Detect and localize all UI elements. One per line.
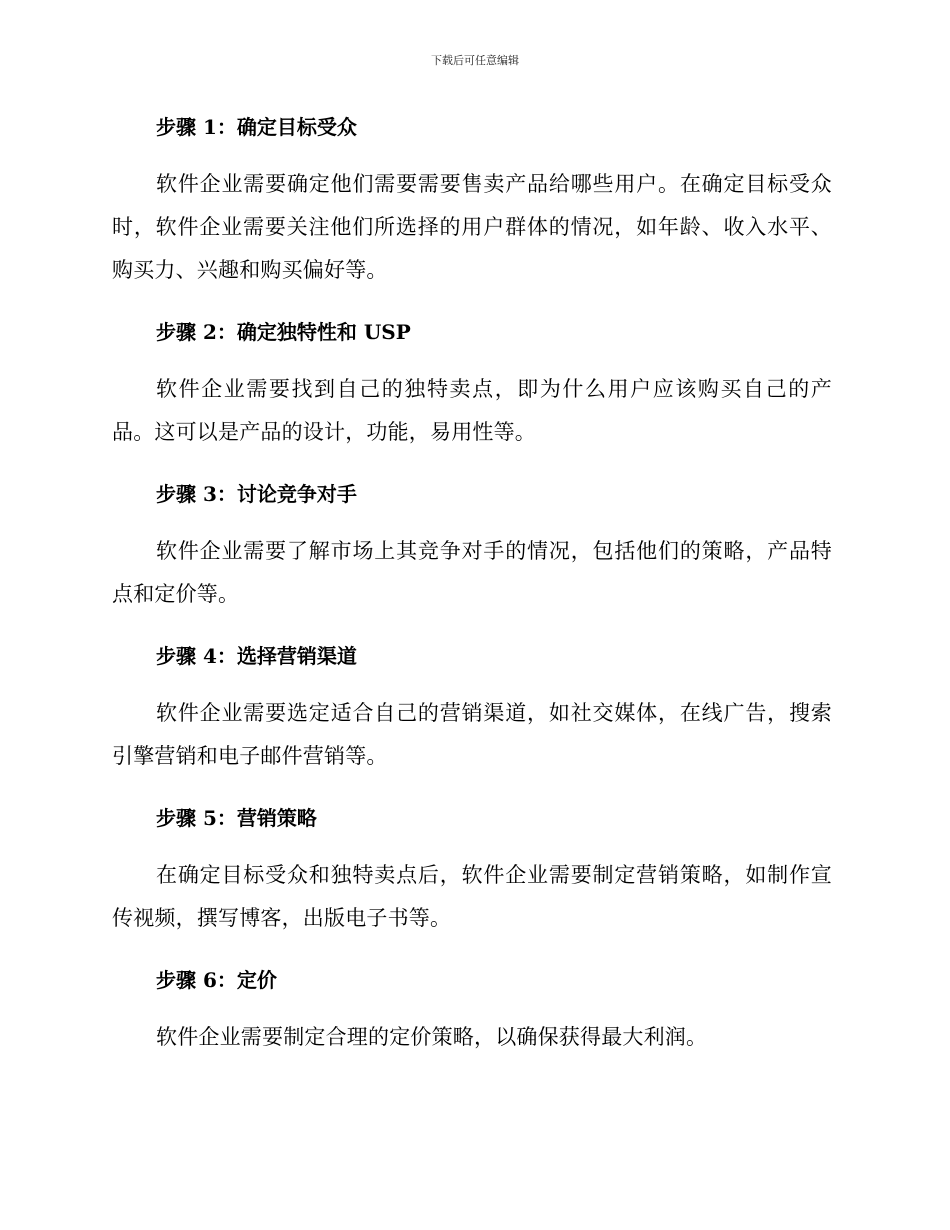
step-body: 软件企业需要制定合理的定价策略，以确保获得最大利润。 <box>156 1025 708 1049</box>
document-content <box>112 110 832 1082</box>
step-body: 软件企业需要找到自己的独特卖点，即为什么用户应该购买自己的产品。这可以是产品的设计，功能，易用性等。 <box>112 377 832 444</box>
step-heading: 步骤 4：选择营销渠道 <box>156 644 357 668</box>
header-note: 下载后可任意编辑 <box>431 54 519 67</box>
step-4 <box>112 639 832 778</box>
step-heading: 步骤 2：确定独特性和 USP <box>156 320 411 344</box>
step-body: 软件企业需要选定适合自己的营销渠道，如社交媒体，在线广告，搜索引擎营销和电子邮件营销等。 <box>112 701 832 768</box>
step-body: 软件企业需要了解市场上其竞争对手的情况，包括他们的策略，产品特点和定价等。 <box>112 539 832 606</box>
step-heading: 步骤 6：定价 <box>156 968 277 992</box>
step-heading: 步骤 1：确定目标受众 <box>156 115 357 139</box>
step-body: 在确定目标受众和独特卖点后，软件企业需要制定营销策略，如制作宣传视频，撰写博客，出版电子书等。 <box>112 863 832 930</box>
step-1 <box>112 110 832 292</box>
step-2 <box>112 315 832 454</box>
step-heading: 步骤 3：讨论竞争对手 <box>156 482 357 506</box>
step-5 <box>112 801 832 940</box>
step-body: 软件企业需要确定他们需要需要售卖产品给哪些用户。在确定目标受众时，软件企业需要关注他们所选择的用户群体的情况，如年龄、收入水平、购买力、兴趣和购买偏好等。 <box>112 172 832 282</box>
step-heading: 步骤 5：营销策略 <box>156 806 317 830</box>
step-6 <box>112 963 832 1059</box>
step-3 <box>112 477 832 616</box>
